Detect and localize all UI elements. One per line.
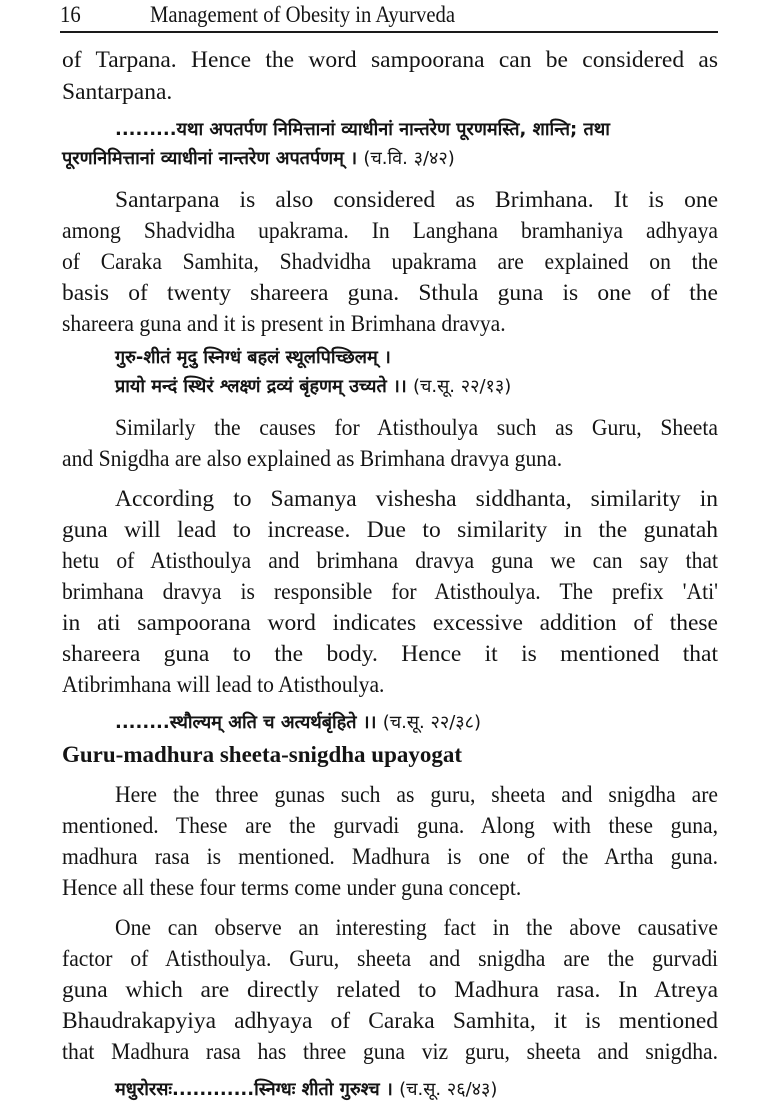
text-line: Santarpana is also considered as Brimhana. It is one — [115, 187, 718, 213]
verse-reference: (च.सू. २२/१३) — [412, 376, 512, 397]
text-line: brimhana dravya is responsible for Atisthoulya. The prefix 'Ati' — [62, 579, 719, 605]
text-line: madhura rasa is mentioned. Madhura is one of the Artha guna. — [62, 844, 719, 870]
page-header — [60, 0, 720, 32]
text-line: Santarpana. — [62, 79, 173, 105]
sanskrit-verse-line: मधुरोरसः............स्निग्धः शीतो गुरुश्च । (च.सू. २६/४३) — [115, 1079, 498, 1100]
text-line: of Caraka Samhita, Shadvidha upakrama are explained on the — [62, 249, 719, 275]
running-title: Management of Obesity in Ayurveda — [150, 2, 456, 27]
verse-reference: (च.सू. २६/४३) — [399, 1079, 498, 1100]
text-line: of Tarpana. Hence the word sampoorana can be considered as — [62, 47, 718, 73]
text-line: guna which are directly related to Madhura rasa. In Atreya — [62, 977, 718, 1003]
text-line: shareera guna and it is present in Brimhana dravya. — [62, 311, 506, 337]
sanskrit-verse-line: ........स्थौल्यम् अति च अत्यर्थबृंहिते ।। (च.सू. २२/३८) — [115, 712, 482, 733]
text-line: Bhaudrakapyiya adhyaya of Caraka Samhita, it is mentioned — [62, 1008, 718, 1034]
text-line: mentioned. These are the gurvadi guna. Along with these guna, — [62, 813, 719, 839]
text-line: According to Samanya vishesha siddhanta, similarity in — [115, 486, 718, 512]
text-line: basis of twenty shareera guna. Sthula guna is one of the — [62, 280, 718, 306]
text-line: guna will lead to increase. Due to similarity in the gunatah — [62, 517, 718, 543]
verse-reference: (च.वि. ३/४२) — [363, 148, 455, 169]
text-line: and Snigdha are also explained as Brimhana dravya guna. — [62, 446, 563, 472]
text-line: among Shadvidha upakrama. In Langhana bramhaniya adhyaya — [62, 218, 719, 244]
section-heading: Guru-madhura sheeta-snigdha upayogat — [62, 742, 463, 767]
text-line: Hence all these four terms come under guna concept. — [62, 875, 522, 901]
text-line: hetu of Atisthoulya and brimhana dravya guna we can say that — [62, 548, 719, 574]
text-line: factor of Atisthoulya. Guru, sheeta and snigdha are the gurvadi — [62, 946, 719, 972]
text-line: in ati sampoorana word indicates excessive addition of these — [62, 610, 718, 636]
text-line: Atibrimhana will lead to Atisthoulya. — [62, 672, 385, 698]
header-rule — [60, 31, 718, 33]
text-line: shareera guna to the body. Hence it is mentioned that — [62, 641, 718, 667]
text-line: One can observe an interesting fact in the above causative — [115, 915, 719, 941]
sanskrit-verse-line: पूरणनिमित्तानां व्याधीनां नान्तरेण अपतर्पणम् । (च.वि. ३/४२) — [62, 148, 455, 169]
sanskrit-verse-line: प्रायो मन्दं स्थिरं श्लक्ष्णं द्रव्यं बृंहणम् उच्यते ।। (च.सू. २२/१३) — [115, 376, 512, 397]
page-number: 16 — [60, 2, 81, 27]
sanskrit-verse-line: गुरु-शीतं मृदु स्निग्धं बहलं स्थूलपिच्छिलम् । — [115, 347, 391, 368]
verse-reference: (च.सू. २२/३८) — [382, 712, 482, 733]
sanskrit-verse-line: .........यथा अपतर्पण निमित्तानां व्याधीनां नान्तरेण पूरणमस्ति, शान्ति; तथा — [115, 119, 610, 140]
text-line: Here the three gunas such as guru, sheeta and snigdha are — [115, 782, 719, 808]
text-line: that Madhura rasa has three guna viz guru, sheeta and snigdha. — [62, 1039, 719, 1065]
text-line: Similarly the causes for Atisthoulya such as Guru, Sheeta — [115, 415, 719, 441]
